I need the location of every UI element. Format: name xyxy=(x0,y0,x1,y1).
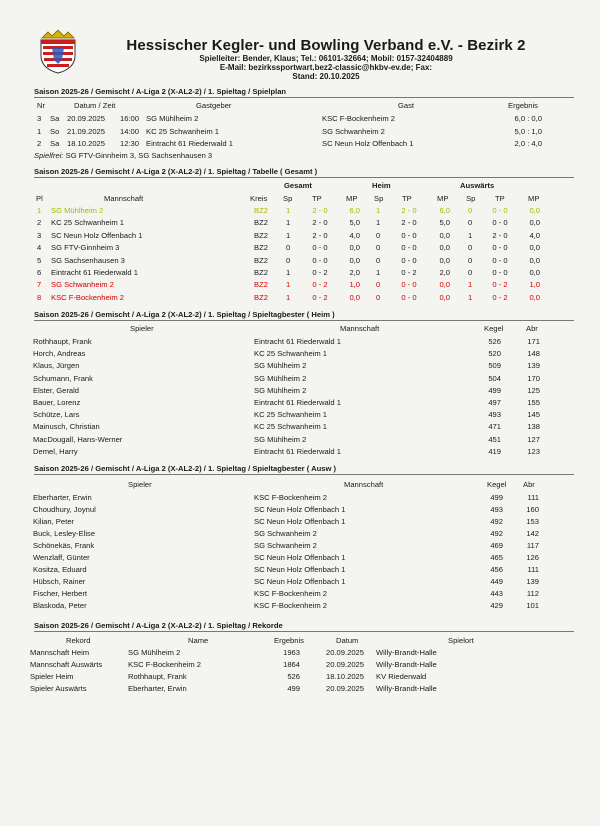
heim-row-kegel: 471 xyxy=(488,422,501,432)
divider xyxy=(34,177,574,178)
table-row-mp: 4,0 xyxy=(349,230,360,240)
rekord-row-ergebnis: 499 xyxy=(287,684,300,693)
table-row-ausw-tp: 2 - 0 xyxy=(492,230,508,240)
col-ausw-tp-header: TP xyxy=(495,194,505,203)
table-row-heim-sp: 1 xyxy=(376,218,381,228)
table-row-heim-mp: 0,0 xyxy=(439,255,450,265)
match-guest: SG Schwanheim 2 xyxy=(322,126,385,136)
contact-line: Spielleiter: Bender, Klaus; Tel.: 06101-32664; Mobil: 0157-32404889 xyxy=(199,54,453,63)
ausw-row-kegel: 492 xyxy=(490,529,503,538)
heim-row-kegel: 493 xyxy=(488,410,501,420)
table-row-team: SG Sachsenhausen 3 xyxy=(51,255,125,265)
match-nr: 3 xyxy=(37,114,42,123)
heim-row-spieler: MacDougall, Hans-Werner xyxy=(33,434,123,444)
table-row-ausw-sp: 0 xyxy=(468,243,473,253)
table-row-pl: 4 xyxy=(37,243,42,253)
match-result: 2,0 : 4,0 xyxy=(514,139,542,148)
table-row-kreis: BZ2 xyxy=(254,230,268,240)
table-row-ausw-mp: 0,0 xyxy=(529,255,540,265)
rekord-row-datum: 20.09.2025 xyxy=(326,660,365,669)
ausw-row-abr: 112 xyxy=(526,589,539,598)
col-datum-header: Datum xyxy=(336,636,359,645)
table-row-tp: 0 - 0 xyxy=(312,255,328,265)
ausw-row-mannschaft: KSC F-Bockenheim 2 xyxy=(254,601,328,610)
table-row-ausw-tp: 0 - 0 xyxy=(492,243,508,253)
table-row-sp: 0 xyxy=(286,243,291,253)
ausw-row-spieler: Hübsch, Rainer xyxy=(33,577,86,586)
ausw-row-mannschaft: KSC F-Bockenheim 2 xyxy=(254,589,328,598)
rekord-row-ergebnis: 526 xyxy=(287,672,300,681)
match-guest: KSC F-Bockenheim 2 xyxy=(322,114,396,123)
table-row-heim-sp: 0 xyxy=(376,243,381,253)
ausw-row-abr: 139 xyxy=(526,577,539,586)
heim-row-spieler: Rothhaupt, Frank xyxy=(33,337,92,346)
col-heim-tp-header: TP xyxy=(402,194,412,203)
match-date: 21.09.2025 xyxy=(67,126,106,136)
col-ergebnis-header: Ergebnis xyxy=(274,636,304,645)
table-row-kreis: BZ2 xyxy=(254,243,268,253)
table-row-heim-tp: 2 - 0 xyxy=(401,206,417,215)
heim-row-mannschaft: KC 25 Schwanheim 1 xyxy=(254,410,328,420)
table-row-tp: 0 - 2 xyxy=(312,268,328,277)
col-mannschaft-header: Mannschaft xyxy=(340,324,380,333)
heim-row-spieler: Demel, Harry xyxy=(33,446,78,456)
heim-row-abr: 171 xyxy=(527,337,540,346)
match-date: 18.10.2025 xyxy=(67,139,106,148)
rekord-row-ergebnis: 1963 xyxy=(283,648,300,657)
heim-row-abr: 148 xyxy=(527,349,540,359)
match-date: 20.09.2025 xyxy=(67,114,106,123)
table-row-ausw-tp: 0 - 2 xyxy=(492,280,508,290)
heim-row-abr: 170 xyxy=(527,373,540,383)
group-heim: Heim xyxy=(372,181,391,190)
ausw-row-spieler: Choudhury, Joynul xyxy=(33,505,96,514)
ausw-row-abr: 111 xyxy=(527,565,539,574)
ausw-row-abr: 153 xyxy=(526,517,539,526)
table-row-pl: 3 xyxy=(37,230,42,240)
table-row-heim-sp: 0 xyxy=(376,292,381,302)
ausw-row-kegel: 443 xyxy=(490,589,503,598)
ausw-row-abr: 126 xyxy=(526,553,539,562)
table-row-ausw-sp: 1 xyxy=(468,230,473,240)
association-title: Hessischer Kegler- und Bowling Verband e.V. - Bezirk 2 xyxy=(126,37,526,54)
table-row-heim-tp: 0 - 2 xyxy=(401,268,417,277)
table-row-mp: 5,0 xyxy=(349,218,360,228)
hkbv-crest-logo xyxy=(38,30,78,74)
table-row-ausw-tp: 0 - 0 xyxy=(492,218,508,228)
table-row-team: Eintracht 61 Riederwald 1 xyxy=(51,268,138,277)
heim-row-mannschaft: Eintracht 61 Riederwald 1 xyxy=(254,446,341,456)
heim-row-spieler: Horch, Andreas xyxy=(33,349,86,359)
table-row-pl: 1 xyxy=(37,206,42,215)
ausw-row-spieler: Kilian, Peter xyxy=(33,517,74,526)
divider xyxy=(34,97,574,98)
rekord-row-type: Mannschaft Heim xyxy=(30,648,90,657)
heim-row-mannschaft: SG Mühlheim 2 xyxy=(254,385,307,395)
table-row-ausw-tp: 0 - 0 xyxy=(492,255,508,265)
table-row-kreis: BZ2 xyxy=(254,206,268,215)
rekord-row-name: Eberharter, Erwin xyxy=(128,684,187,693)
table-row-heim-tp: 0 - 0 xyxy=(401,292,417,302)
table-row-heim-mp: 6,0 xyxy=(439,206,450,215)
table-row-heim-mp: 0,0 xyxy=(439,230,450,240)
group-gesamt: Gesamt xyxy=(284,181,312,190)
heim-row-kegel: 419 xyxy=(488,446,501,456)
ausw-row-spieler: Kositza, Eduard xyxy=(33,565,87,574)
table-row-pl: 7 xyxy=(37,280,42,290)
match-time: 12:30 xyxy=(120,139,140,148)
table-row-ausw-sp: 0 xyxy=(468,255,473,265)
heim-row-kegel: 451 xyxy=(488,434,501,444)
table-row-heim-sp: 0 xyxy=(376,230,381,240)
rekord-row-spielort: Willy-Brandt-Halle xyxy=(376,660,437,669)
table-row-heim-mp: 0,0 xyxy=(439,243,450,253)
col-spieler-header: Spieler xyxy=(128,480,152,489)
rekord-row-spielort: Willy-Brandt-Halle xyxy=(376,648,437,657)
table-row-heim-tp: 2 - 0 xyxy=(401,218,417,228)
table-row-ausw-mp: 0,0 xyxy=(529,206,540,215)
col-sp-header: Sp xyxy=(283,194,293,203)
table-row-team: SG Mühlheim 2 xyxy=(51,206,104,215)
col-pl-header: Pl xyxy=(36,194,43,203)
heim-row-mannschaft: SG Mühlheim 2 xyxy=(254,434,307,444)
table-row-sp: 1 xyxy=(286,280,291,290)
ausw-row-spieler: Fischer, Herbert xyxy=(33,589,88,598)
table-row-tp: 2 - 0 xyxy=(312,206,328,215)
ausw-row-abr: 160 xyxy=(526,505,539,514)
ausw-row-mannschaft: SG Schwanheim 2 xyxy=(254,541,317,550)
table-row-tp: 2 - 0 xyxy=(312,230,328,240)
col-ergebnis-header: Ergebnis xyxy=(508,101,538,110)
table-row-heim-sp: 0 xyxy=(376,280,381,290)
match-day: Sa xyxy=(50,139,60,148)
match-host: SG Mühlheim 2 xyxy=(146,114,199,123)
ausw-row-spieler: Wenzlaff, Günter xyxy=(33,553,90,562)
table-row-ausw-tp: 0 - 0 xyxy=(492,268,508,277)
table-row-pl: 8 xyxy=(37,292,42,302)
rekord-row-type: Spieler Auswärts xyxy=(30,684,87,693)
rekord-row-spielort: KV Riederwald xyxy=(376,672,427,681)
spielfrei-label: Spielfrei: xyxy=(34,151,64,160)
table-row-pl: 2 xyxy=(37,218,42,228)
rekord-row-type: Mannschaft Auswärts xyxy=(30,660,103,669)
ausw-row-kegel: 429 xyxy=(490,601,503,610)
table-row-kreis: BZ2 xyxy=(254,255,268,265)
col-heim-sp-header: Sp xyxy=(374,194,384,203)
rekord-row-name: Rothhaupt, Frank xyxy=(128,672,187,681)
heim-row-abr: 127 xyxy=(527,434,540,444)
rekorde-title: Saison 2025-26 / Gemischt / A-Liga 2 (X-AL2-2) / 1. Spieltag / Rekorde xyxy=(34,621,283,630)
table-row-ausw-mp: 0,0 xyxy=(529,268,540,277)
col-abr-header: Abr xyxy=(526,324,538,333)
rekord-row-datum: 18.10.2025 xyxy=(326,672,365,681)
table-row-tp: 0 - 2 xyxy=(312,280,328,290)
heim-row-mannschaft: KC 25 Schwanheim 1 xyxy=(254,349,328,359)
heim-row-spieler: Elster, Gerald xyxy=(33,385,80,395)
table-row-mp: 6,0 xyxy=(349,206,360,215)
email-line: E-Mail: bezirkssportwart.bez2-classic@hkbv-ev.de; Fax: xyxy=(219,63,433,72)
match-time: 14:00 xyxy=(120,126,140,136)
table-row-mp: 0,0 xyxy=(349,292,360,302)
table-row-ausw-tp: 0 - 2 xyxy=(492,292,508,302)
col-ausw-mp-header: MP xyxy=(528,194,540,203)
ausw-row-spieler: Blaskoda, Peter xyxy=(33,601,87,610)
ausw-row-spieler: Schönekäs, Frank xyxy=(33,541,95,550)
table-row-tp: 0 - 0 xyxy=(312,243,328,253)
status-date: Stand: 20.10.2025 xyxy=(292,72,360,81)
table-row-ausw-mp: 1,0 xyxy=(529,280,540,290)
col-gastgeber-header: Gastgeber xyxy=(196,101,232,110)
heim-row-mannschaft: KC 25 Schwanheim 1 xyxy=(254,422,328,432)
heim-row-mannschaft: SG Mühlheim 2 xyxy=(254,373,307,383)
heim-row-mannschaft: SG Mühlheim 2 xyxy=(254,361,307,371)
table-row-pl: 6 xyxy=(37,268,42,277)
ausw-row-abr: 117 xyxy=(526,541,539,550)
heim-row-abr: 139 xyxy=(527,361,540,371)
col-mannschaft-header: Mannschaft xyxy=(104,194,144,203)
ausw-row-abr: 101 xyxy=(526,601,539,610)
match-time: 16:00 xyxy=(120,114,140,123)
divider xyxy=(34,631,574,632)
col-kegel-header: Kegel xyxy=(487,480,507,489)
table-row-mp: 0,0 xyxy=(349,243,360,253)
table-row-kreis: BZ2 xyxy=(254,292,268,302)
col-tp-header: TP xyxy=(312,194,322,203)
spielfrei-note xyxy=(34,151,212,160)
table-row-sp: 1 xyxy=(286,268,291,277)
ausw-row-mannschaft: SG Schwanheim 2 xyxy=(254,529,317,538)
heim-row-abr: 145 xyxy=(527,410,540,420)
ausw-row-kegel: 493 xyxy=(490,505,503,514)
heim-row-kegel: 499 xyxy=(488,385,501,395)
table-row-sp: 1 xyxy=(286,230,291,240)
table-row-heim-mp: 5,0 xyxy=(439,218,450,228)
ausw-row-mannschaft: SC Neun Holz Offenbach 1 xyxy=(254,565,346,574)
table-row-heim-mp: 2,0 xyxy=(439,268,450,277)
ausw-row-kegel: 499 xyxy=(490,493,503,502)
ausw-row-mannschaft: SC Neun Holz Offenbach 1 xyxy=(254,553,346,562)
table-row-ausw-sp: 0 xyxy=(468,206,473,215)
match-host: Eintracht 61 Riederwald 1 xyxy=(146,139,233,148)
rekord-row-type: Spieler Heim xyxy=(30,672,74,681)
divider xyxy=(34,320,574,321)
table-row-heim-mp: 0,0 xyxy=(439,280,450,290)
spielplan-title: Saison 2025-26 / Gemischt / A-Liga 2 (X-AL2-2) / 1. Spieltag / Spielplan xyxy=(34,87,287,96)
heim-row-kegel: 504 xyxy=(488,373,501,383)
table-row-ausw-tp: 0 - 0 xyxy=(492,206,508,215)
table-row-kreis: BZ2 xyxy=(254,268,268,277)
table-row-heim-sp: 1 xyxy=(376,206,381,215)
heim-row-spieler: Klaus, Jürgen xyxy=(33,361,80,371)
col-nr-header: Nr xyxy=(37,101,46,110)
col-gast-header: Gast xyxy=(398,101,415,110)
ausw-row-spieler: Eberharter, Erwin xyxy=(33,493,92,502)
table-row-mp: 2,0 xyxy=(349,268,360,277)
table-row-mp: 1,0 xyxy=(349,280,360,290)
rekord-row-spielort: Willy-Brandt-Halle xyxy=(376,684,437,693)
match-guest: SC Neun Holz Offenbach 1 xyxy=(322,139,414,148)
table-row-tp: 2 - 0 xyxy=(312,218,328,228)
heim-row-spieler: Schütze, Lars xyxy=(33,410,80,420)
table-row-sp: 1 xyxy=(286,206,291,215)
table-row-ausw-sp: 1 xyxy=(468,292,473,302)
letterhead xyxy=(86,37,566,81)
table-row-heim-tp: 0 - 0 xyxy=(401,280,417,290)
heim-row-abr: 123 xyxy=(527,446,540,456)
table-row-sp: 1 xyxy=(286,292,291,302)
rekord-row-ergebnis: 1864 xyxy=(283,660,300,669)
table-row-ausw-mp: 0,0 xyxy=(529,292,540,302)
ausw-row-kegel: 492 xyxy=(490,517,503,526)
col-rekord-header: Rekord xyxy=(66,636,91,645)
col-kegel-header: Kegel xyxy=(484,324,504,333)
divider xyxy=(34,474,574,475)
ausw-row-abr: 142 xyxy=(526,529,539,538)
match-day: Sa xyxy=(50,114,60,123)
ausw-row-mannschaft: KSC F-Bockenheim 2 xyxy=(254,493,328,502)
heim-row-kegel: 520 xyxy=(488,349,501,359)
table-row-heim-tp: 0 - 0 xyxy=(401,230,417,240)
col-name-header: Name xyxy=(188,636,209,645)
table-row-ausw-sp: 0 xyxy=(468,268,473,277)
heim-row-mannschaft: Eintracht 61 Riederwald 1 xyxy=(254,398,341,407)
table-row-pl: 5 xyxy=(37,255,42,265)
table-row-kreis: BZ2 xyxy=(254,280,268,290)
match-result: 6,0 : 0,0 xyxy=(514,114,542,123)
table-row-team: SC Neun Holz Offenbach 1 xyxy=(51,230,143,240)
table-row-ausw-sp: 1 xyxy=(468,280,473,290)
table-row-tp: 0 - 2 xyxy=(312,292,328,302)
heim-row-spieler: Schumann, Frank xyxy=(33,373,93,383)
table-row-mp: 0,0 xyxy=(349,255,360,265)
table-row-team: KSC F-Bockenheim 2 xyxy=(51,292,125,302)
match-day: So xyxy=(50,126,60,136)
col-ausw-sp-header: Sp xyxy=(466,194,476,203)
match-result: 5,0 : 1,0 xyxy=(514,126,542,136)
bester-heim-title: Saison 2025-26 / Gemischt / A-Liga 2 (X-AL2-2) / 1. Spieltag / Spieltagbester ( Heim ) xyxy=(34,310,335,319)
heim-row-kegel: 497 xyxy=(488,398,501,407)
heim-row-abr: 125 xyxy=(527,385,540,395)
ausw-row-mannschaft: SC Neun Holz Offenbach 1 xyxy=(254,517,346,526)
heim-row-spieler: Bauer, Lorenz xyxy=(33,398,81,407)
group-auswaerts: Auswärts xyxy=(460,181,495,190)
rekord-row-datum: 20.09.2025 xyxy=(326,684,365,693)
ausw-row-kegel: 449 xyxy=(490,577,503,586)
table-row-team: SG FTV-Ginnheim 3 xyxy=(51,243,120,253)
table-row-heim-tp: 0 - 0 xyxy=(401,243,417,253)
match-nr: 1 xyxy=(37,126,42,136)
heim-row-abr: 155 xyxy=(527,398,540,407)
col-spielort-header: Spielort xyxy=(448,636,474,645)
table-row-ausw-mp: 0,0 xyxy=(529,243,540,253)
ausw-row-mannschaft: SC Neun Holz Offenbach 1 xyxy=(254,505,346,514)
heim-row-kegel: 509 xyxy=(488,361,501,371)
rekord-row-name: SG Mühlheim 2 xyxy=(128,648,181,657)
ausw-row-kegel: 456 xyxy=(490,565,503,574)
table-row-heim-sp: 0 xyxy=(376,255,381,265)
rekord-row-name: KSC F-Bockenheim 2 xyxy=(128,660,202,669)
tabelle-title: Saison 2025-26 / Gemischt / A-Liga 2 (X-AL2-2) / 1. Spieltag / Tabelle ( Gesamt ) xyxy=(34,167,318,176)
col-kreis-header: Kreis xyxy=(250,194,268,203)
heim-row-abr: 138 xyxy=(527,422,540,432)
table-row-sp: 0 xyxy=(286,255,291,265)
spielfrei-value: SG FTV-Ginnheim 3, SG Sachsenhausen 3 xyxy=(65,151,213,160)
ausw-row-mannschaft: SC Neun Holz Offenbach 1 xyxy=(254,577,346,586)
table-row-heim-tp: 0 - 0 xyxy=(401,255,417,265)
heim-row-mannschaft: Eintracht 61 Riederwald 1 xyxy=(254,337,341,346)
col-spieler-header: Spieler xyxy=(130,324,154,333)
table-row-ausw-mp: 0,0 xyxy=(529,218,540,228)
table-row-team: KC 25 Schwanheim 1 xyxy=(51,218,125,228)
col-mannschaft-header: Mannschaft xyxy=(344,480,384,489)
table-row-heim-mp: 0,0 xyxy=(439,292,450,302)
col-heim-mp-header: MP xyxy=(437,194,449,203)
table-row-team: SG Schwanheim 2 xyxy=(51,280,114,290)
col-datum-header: Datum / Zeit xyxy=(74,101,116,110)
col-mp-header: MP xyxy=(346,194,358,203)
heim-row-kegel: 526 xyxy=(488,337,501,346)
ausw-row-kegel: 465 xyxy=(490,553,503,562)
match-nr: 2 xyxy=(37,139,42,148)
ausw-row-spieler: Buck, Lesley-Elise xyxy=(33,529,96,538)
match-host: KC 25 Schwanheim 1 xyxy=(146,126,220,136)
ausw-row-abr: 111 xyxy=(527,493,539,502)
table-row-ausw-sp: 0 xyxy=(468,218,473,228)
col-abr-header: Abr xyxy=(523,480,535,489)
rekord-row-datum: 20.09.2025 xyxy=(326,648,365,657)
table-row-sp: 1 xyxy=(286,218,291,228)
ausw-row-kegel: 469 xyxy=(490,541,503,550)
table-row-kreis: BZ2 xyxy=(254,218,268,228)
table-row-heim-sp: 1 xyxy=(376,268,381,277)
bester-ausw-title: Saison 2025-26 / Gemischt / A-Liga 2 (X-AL2-2) / 1. Spieltag / Spieltagbester ( Ausw ) xyxy=(34,464,336,473)
heim-row-spieler: Mainusch, Christian xyxy=(33,422,100,432)
table-row-ausw-mp: 4,0 xyxy=(529,230,540,240)
